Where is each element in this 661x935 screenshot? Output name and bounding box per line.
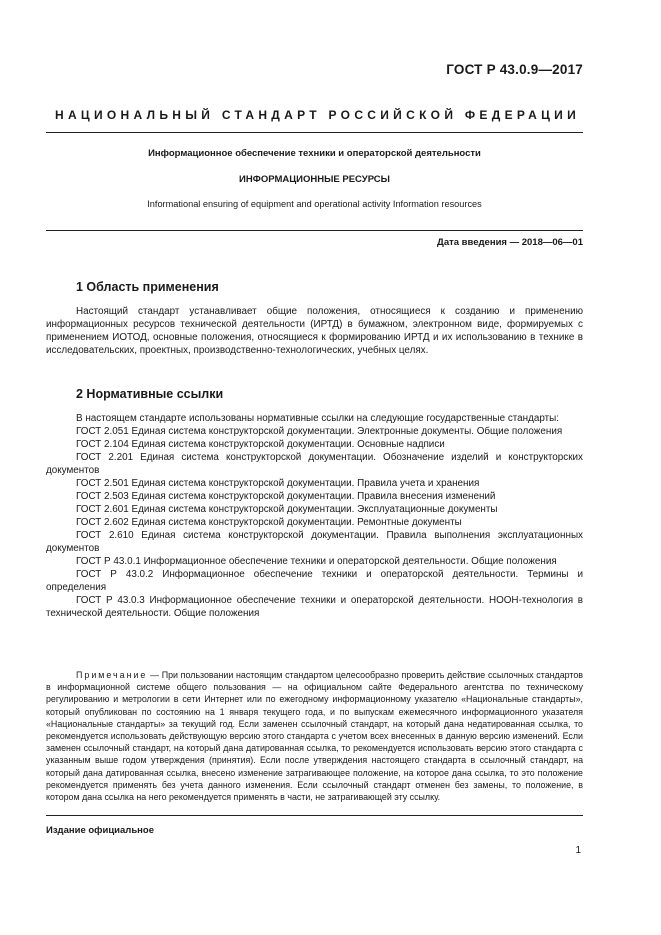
reference-item: ГОСТ Р 43.0.1 Информационное обеспечение техники и операторской деятельности. Общие положения: [76, 556, 557, 567]
note-text: — При пользовании настоящим стандартом целесообразно проверить действие ссылочных стандартов в информационной системе общего пользования — на официальном сайте Федерального агентства по техническому регулированию и метрологии в сети Интернет или по ежегодному информационному указателю «Национальные стандарты», который опубликован по состоянию на 1 января текущего года, и по выпускам ежемесячного информационного указателя «Национальные стандарты» за текущий год. Если заменен ссылочный стандарт, на который дана недатированная ссылка, то рекомендуется использовать действующую версию этого стандарта с учетом всех внесенных в данную версию изменений. Если заменен ссылочный стандарт, на который дана датированная ссылка, то рекомендуется использовать версию этого стандарта с указанным выше годом утверждения (принятия). Если после утверждения настоящего стандарта в ссылочный стандарт, на который дана датированная ссылка, внесено изменение затрагивающее положение, на которое дана ссылка, то это положение рекомендуется применять без учета данного изменения. Если ссылочный стандарт отменен без замены, то положение, в котором дана ссылка на него рекомендуется применять в части, не затрагивающей эту ссылку.: [46, 670, 583, 803]
document-code: ГОСТ Р 43.0.9—2017: [446, 62, 583, 77]
reference-item: ГОСТ 2.503 Единая система конструкторской документации. Правила внесения изменений: [76, 491, 496, 502]
title-line-1: Информационное обеспечение техники и операторской деятельности: [148, 148, 481, 159]
national-standard-title: НАЦИОНАЛЬНЫЙ СТАНДАРТ РОССИЙСКОЙ ФЕДЕРАЦИИ: [54, 108, 581, 122]
edition-label: Издание официальное: [46, 825, 154, 836]
section-1-body: [46, 305, 583, 357]
title-divider: [46, 230, 583, 231]
reference-item: ГОСТ 2.201 Единая система конструкторской документации. Обозначение изделий и конструкторских документов: [46, 452, 583, 476]
reference-item: ГОСТ 2.051 Единая система конструкторской документации. Электронные документы. Общие положения: [76, 426, 563, 437]
reference-item: ГОСТ 2.602 Единая система конструкторской документации. Ремонтные документы: [76, 517, 462, 528]
reference-item: ГОСТ 2.501 Единая система конструкторской документации. Правила учета и хранения: [76, 478, 480, 489]
reference-item: ГОСТ 2.104 Единая система конструкторской документации. Основные надписи: [76, 439, 445, 450]
reference-item: ГОСТ 2.610 Единая система конструкторской документации. Правила выполнения эксплуатационных документов: [46, 530, 583, 554]
references-intro: В настоящем стандарте использованы нормативные ссылки на следующие государственные стандарты:: [76, 413, 560, 424]
reference-item: ГОСТ Р 43.0.3 Информационное обеспечение техники и операторской деятельности. НООН-технология в технической деятельности. Общие положения: [46, 595, 583, 619]
header-divider: [46, 132, 583, 133]
reference-item: ГОСТ 2.601 Единая система конструкторской документации. Эксплуатационные документы: [76, 504, 498, 515]
footer-divider: [46, 815, 583, 816]
section-2-heading: 2 Нормативные ссылки: [76, 387, 224, 401]
section-1-paragraph: Настоящий стандарт устанавливает общие положения, относящиеся к созданию и применению информационных ресурсов технической деятельности (ИРТД) в бумажном, электронном виде, формируемых с применением ИОТОД, основные положения, относящиеся к формированию ИРТД и их использованию в технике в исследовательских, проектных, производственно-технологических, учебных целях.: [46, 306, 583, 356]
title-line-2: ИНФОРМАЦИОННЫЕ РЕСУРСЫ: [239, 174, 390, 185]
reference-item: ГОСТ Р 43.0.2 Информационное обеспечение техники и операторской деятельности. Термины и определения: [46, 569, 583, 593]
effective-date: Дата введения — 2018—06—01: [437, 237, 583, 248]
note-label: Примечание: [76, 670, 148, 680]
note-block: [46, 669, 583, 803]
title-english: Informational ensuring of equipment and operational activity Information resources: [147, 199, 482, 209]
page-number: 1: [575, 845, 581, 856]
section-1-heading: 1 Область применения: [76, 280, 219, 294]
section-2-body: [46, 412, 583, 620]
